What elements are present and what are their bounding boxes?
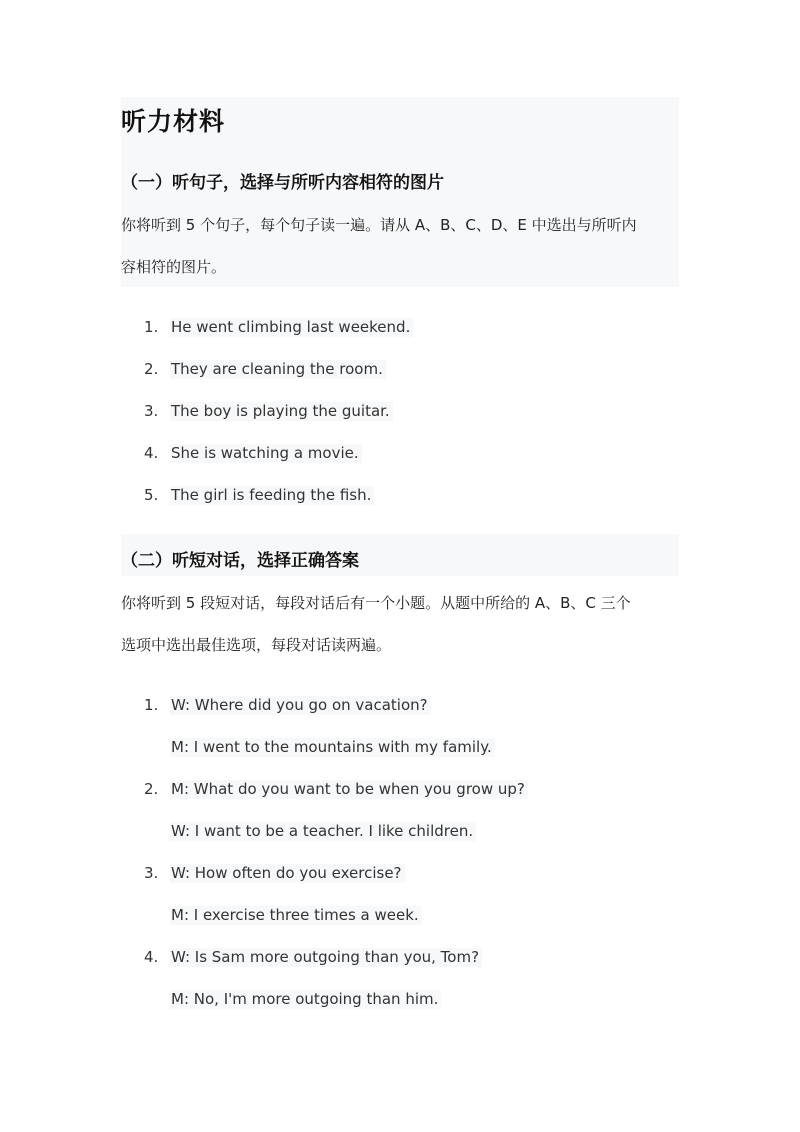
list-item-number: 5. <box>144 486 159 504</box>
section1-list-item <box>0 444 800 468</box>
dialogue-line: M: No, I'm more outgoing than him. <box>170 990 441 1009</box>
dialogue-line: W: I want to be a teacher. I like children. <box>170 822 476 841</box>
section1-instruction-line1: 你将听到 5 个句子，每个句子读一遍。请从 A、B、C、D、E 中选出与所听内 <box>121 216 637 234</box>
section2-list-item-reply <box>0 990 800 1014</box>
section2-list-item <box>0 696 800 720</box>
section1-list-item <box>0 360 800 384</box>
list-item-number: 2. <box>144 780 159 798</box>
list-item-number: 2. <box>144 360 159 378</box>
list-item-number: 3. <box>144 864 159 882</box>
section2-list-item <box>0 948 800 972</box>
section2-list-item <box>0 864 800 888</box>
section2-instruction-line1: 你将听到 5 段短对话，每段对话后有一个小题。从题中所给的 A、B、C 三个 <box>121 594 631 612</box>
list-item-number: 4. <box>144 444 159 462</box>
section2-list-item-reply <box>0 822 800 846</box>
dialogue-line: W: How often do you exercise? <box>170 864 405 883</box>
section1-list-item <box>0 486 800 510</box>
dialogue-line: W: Is Sam more outgoing than you, Tom? <box>170 948 482 967</box>
list-item-number: 3. <box>144 402 159 420</box>
list-item-text: The boy is playing the guitar. <box>170 402 393 421</box>
section2-list-item-reply <box>0 738 800 762</box>
list-item-text: The girl is feeding the fish. <box>170 486 374 505</box>
list-item-number: 1. <box>144 696 159 714</box>
dialogue-line: M: I went to the mountains with my family. <box>170 738 495 757</box>
list-item-text: They are cleaning the room. <box>170 360 386 379</box>
section1-heading: （一）听句子，选择与所听内容相符的图片 <box>121 173 444 193</box>
section1-list-item <box>0 318 800 342</box>
section2-list-item <box>0 780 800 804</box>
list-item-text: She is watching a movie. <box>170 444 362 463</box>
dialogue-line: M: I exercise three times a week. <box>170 906 422 925</box>
section1-list-item <box>0 402 800 426</box>
dialogue-line: W: Where did you go on vacation? <box>170 696 431 715</box>
list-item-text: He went climbing last weekend. <box>170 318 413 337</box>
section1-instruction-line2: 容相符的图片。 <box>121 258 227 276</box>
section2-heading: （二）听短对话，选择正确答案 <box>121 551 359 571</box>
section2-list-item-reply <box>0 906 800 930</box>
dialogue-line: M: What do you want to be when you grow up? <box>170 780 528 799</box>
page-title: 听力材料 <box>121 107 226 136</box>
list-item-number: 4. <box>144 948 159 966</box>
section2-instruction-line2: 选项中选出最佳选项，每段对话读两遍。 <box>121 636 392 654</box>
list-item-number: 1. <box>144 318 159 336</box>
